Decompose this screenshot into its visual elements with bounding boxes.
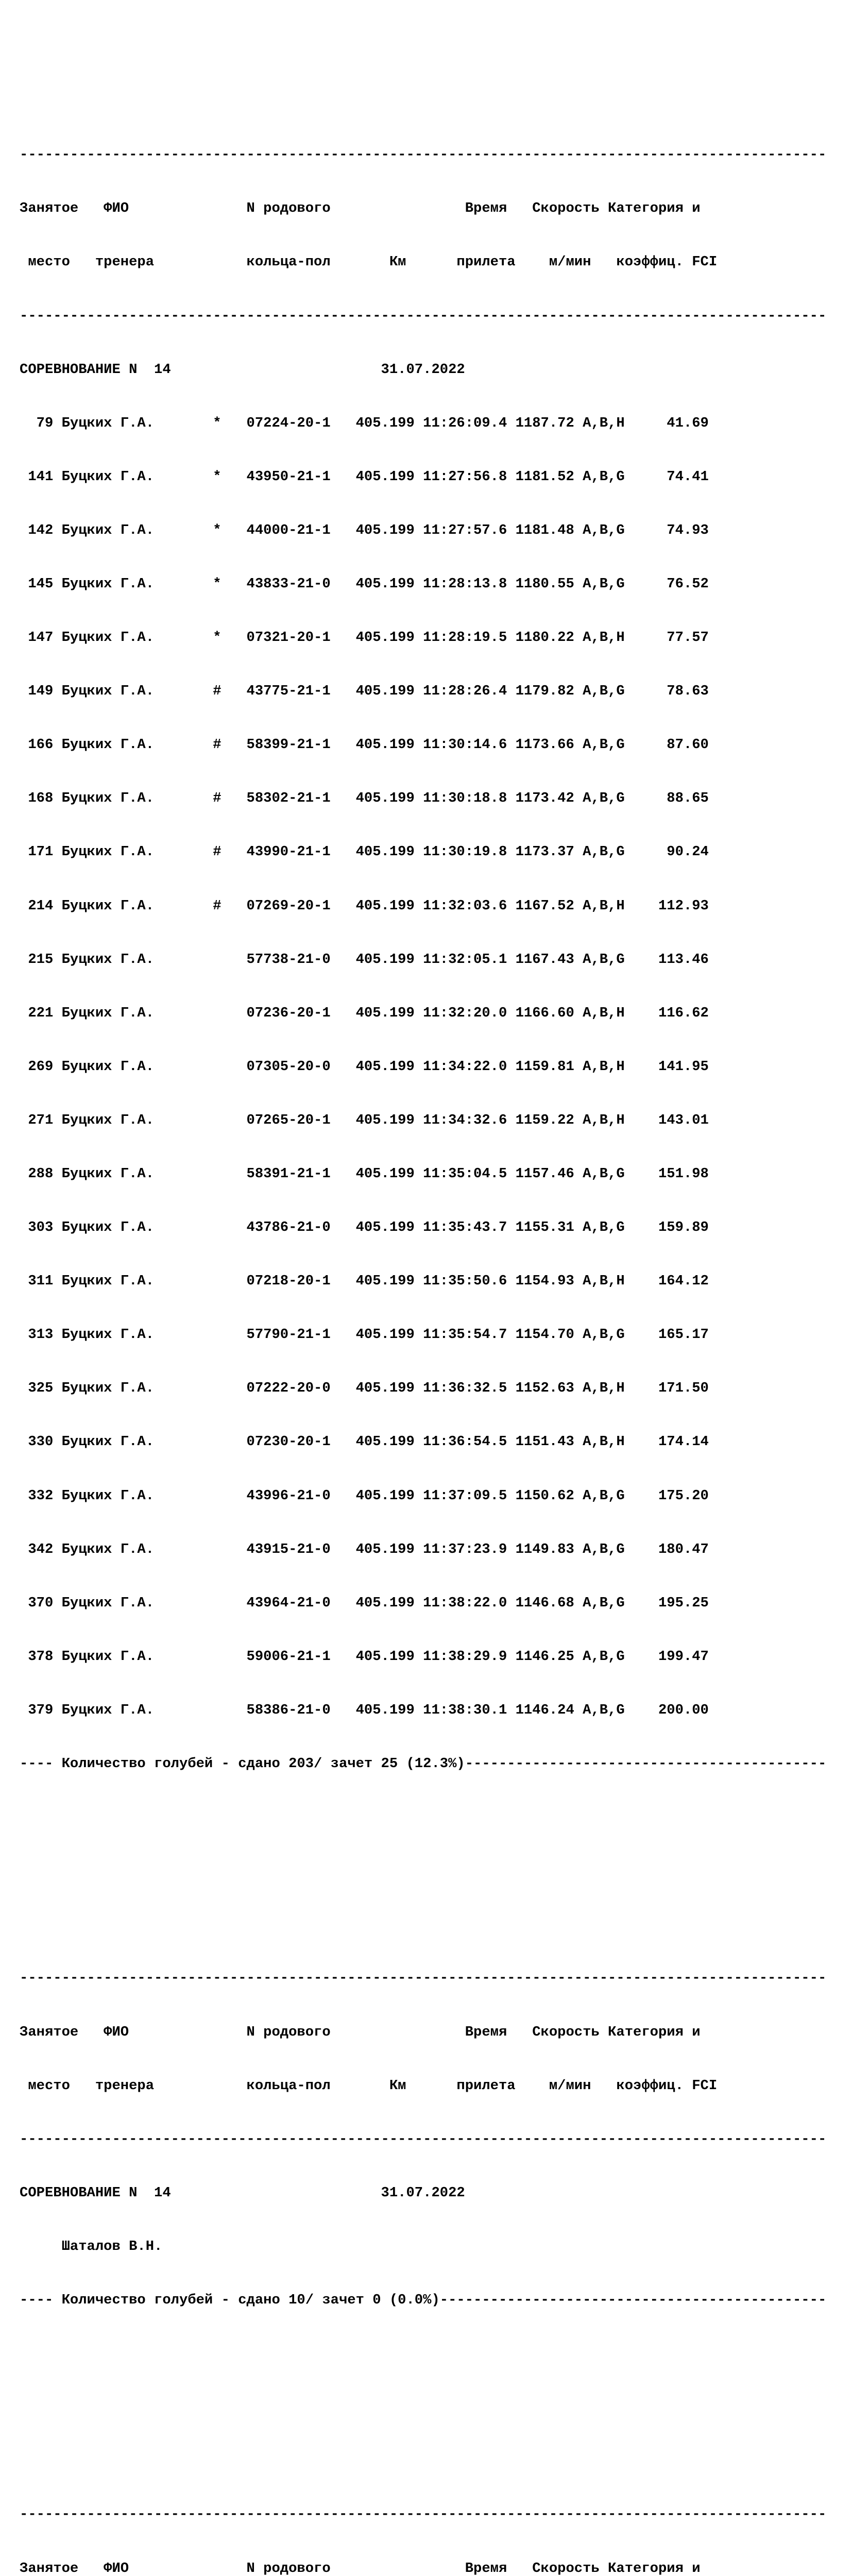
result-row: 214 Буцких Г.А. # 07269-20-1 405.199 11:32:03.6 1167.52 A,B,H 112.93 [20,897,826,916]
result-row: 342 Буцких Г.А. 43915-21-0 405.199 11:37:23.9 1149.83 A,B,G 180.47 [20,1541,826,1559]
report-section [20,1934,826,2399]
result-row: 271 Буцких Г.А. 07265-20-1 405.199 11:34:32.6 1159.22 A,B,H 143.01 [20,1112,826,1130]
header-rule: ------------------------------------------------------------------------------------------------ [20,2131,826,2149]
result-row: 332 Буцких Г.А. 43996-21-0 405.199 11:37:09.5 1150.62 A,B,G 175.20 [20,1487,826,1505]
result-row: 221 Буцких Г.А. 07236-20-1 405.199 11:32:20.0 1166.60 A,B,H 116.62 [20,1005,826,1023]
result-row: 166 Буцких Г.А. # 58399-21-1 405.199 11:30:14.6 1173.66 A,B,G 87.60 [20,736,826,754]
result-row: 378 Буцких Г.А. 59006-21-1 405.199 11:38:29.9 1146.25 A,B,G 199.47 [20,1648,826,1666]
summary-line: ---- Количество голубей - сдано 203/ зачет 25 (12.3%)------------------------------------------- [20,1755,826,1773]
result-row: 269 Буцких Г.А. 07305-20-0 405.199 11:34:22.0 1159.81 A,B,H 141.95 [20,1058,826,1076]
summary-line: ---- Количество голубей - сдано 10/ зачет 0 (0.0%)---------------------------------------------- [20,2292,826,2310]
blank-line [20,1809,826,1827]
header-rule: ------------------------------------------------------------------------------------------------ [20,146,826,164]
trainer-row: Шаталов В.Н. [20,2238,826,2256]
header-rule: ------------------------------------------------------------------------------------------------ [20,308,826,326]
column-header-line-2: место тренера кольца-пол Км прилета м/мин коэффиц. FCI [20,253,826,272]
report-section [20,2470,826,2576]
header-rule: ------------------------------------------------------------------------------------------------ [20,1970,826,1988]
result-row: 370 Буцких Г.А. 43964-21-0 405.199 11:38:22.0 1146.68 A,B,G 195.25 [20,1595,826,1613]
result-row: 379 Буцких Г.А. 58386-21-0 405.199 11:38:30.1 1146.24 A,B,G 200.00 [20,1702,826,1720]
competition-line: СОРЕВНОВАНИЕ N 14 31.07.2022 [20,361,826,379]
result-row: 171 Буцких Г.А. # 43990-21-1 405.199 11:30:19.8 1173.37 A,B,G 90.24 [20,843,826,861]
result-row: 149 Буцких Г.А. # 43775-21-1 405.199 11:28:26.4 1179.82 A,B,G 78.63 [20,683,826,701]
blank-line [20,2345,826,2363]
result-row: 142 Буцких Г.А. * 44000-21-1 405.199 11:27:57.6 1181.48 A,B,G 74.93 [20,522,826,540]
result-row: 168 Буцких Г.А. # 58302-21-1 405.199 11:30:18.8 1173.42 A,B,G 88.65 [20,790,826,808]
column-header-line-1: Занятое ФИО N родового Время Скорость Категория и [20,200,826,218]
result-row: 303 Буцких Г.А. 43786-21-0 405.199 11:35:43.7 1155.31 A,B,G 159.89 [20,1219,826,1237]
result-row: 145 Буцких Г.А. * 43833-21-0 405.199 11:28:13.8 1180.55 A,B,G 76.52 [20,575,826,594]
column-header-line-1: Занятое ФИО N родового Время Скорость Категория и [20,2024,826,2042]
result-row: 311 Буцких Г.А. 07218-20-1 405.199 11:35:50.6 1154.93 A,B,H 164.12 [20,1273,826,1291]
result-row: 288 Буцких Г.А. 58391-21-1 405.199 11:35:04.5 1157.46 A,B,G 151.98 [20,1165,826,1183]
result-row: 325 Буцких Г.А. 07222-20-0 405.199 11:36:32.5 1152.63 A,B,H 171.50 [20,1380,826,1398]
report-document [20,39,826,2576]
column-header-line-1: Занятое ФИО N родового Время Скорость Категория и [20,2560,826,2576]
header-rule: ------------------------------------------------------------------------------------------------ [20,2506,826,2524]
result-row: 79 Буцких Г.А. * 07224-20-1 405.199 11:26:09.4 1187.72 A,B,H 41.69 [20,415,826,433]
result-row: 330 Буцких Г.А. 07230-20-1 405.199 11:36:54.5 1151.43 A,B,H 174.14 [20,1433,826,1451]
report-section [20,111,826,1862]
competition-line: СОРЕВНОВАНИЕ N 14 31.07.2022 [20,2184,826,2202]
result-row: 141 Буцких Г.А. * 43950-21-1 405.199 11:27:56.8 1181.52 A,B,G 74.41 [20,468,826,486]
result-row: 215 Буцких Г.А. 57738-21-0 405.199 11:32:05.1 1167.43 A,B,G 113.46 [20,951,826,969]
result-row: 147 Буцких Г.А. * 07321-20-1 405.199 11:28:19.5 1180.22 A,B,H 77.57 [20,629,826,647]
column-header-line-2: место тренера кольца-пол Км прилета м/мин коэффиц. FCI [20,2077,826,2095]
result-row: 313 Буцких Г.А. 57790-21-1 405.199 11:35:54.7 1154.70 A,B,G 165.17 [20,1326,826,1344]
